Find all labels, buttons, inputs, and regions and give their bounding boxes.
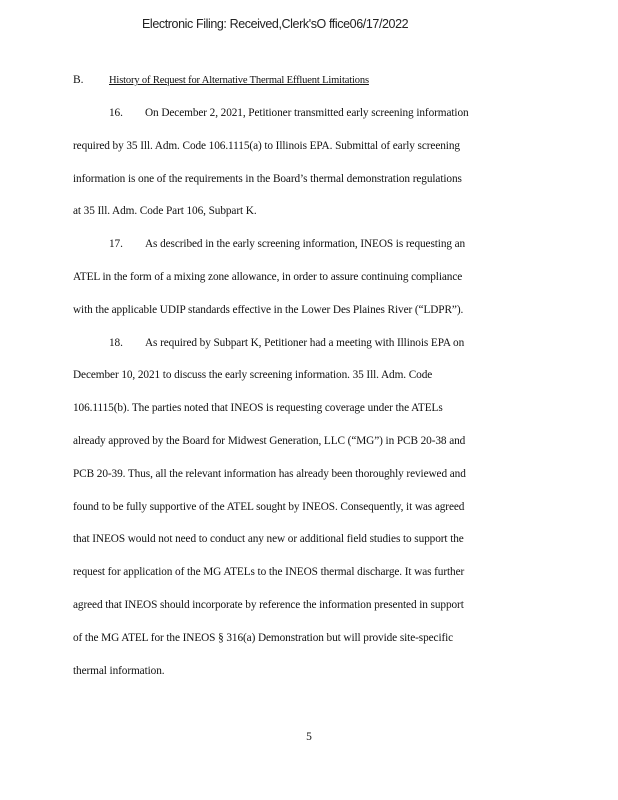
paragraph-line: that INEOS would not need to conduct any new or additional field studies to support the: [73, 533, 464, 546]
section-letter: B.: [73, 74, 84, 86]
section-title: History of Request for Alternative Thermal Effluent Limitations: [109, 75, 369, 86]
paragraph-text: On December 2, 2021, Petitioner transmitted early screening information: [145, 107, 469, 119]
paragraph-18-first-line: [73, 327, 523, 360]
paragraph-line: information is one of the requirements in the Board’s thermal demonstration regulations: [73, 172, 462, 185]
paragraph-line: with the applicable UDIP standards effective in the Lower Des Plaines River (“LDPR”).: [73, 303, 464, 316]
paragraph-line: required by 35 Ill. Adm. Code 106.1115(a) to Illinois EPA. Submittal of early screening: [73, 139, 460, 152]
paragraph-line: agreed that INEOS should incorporate by reference the information presented in support: [73, 598, 464, 611]
paragraph-line: PCB 20-39. Thus, all the relevant information has already been thoroughly reviewed and: [73, 467, 466, 480]
paragraph-line: 106.1115(b). The parties noted that INEOS is requesting coverage under the ATELs: [73, 402, 443, 415]
paragraph-number: 16.: [109, 107, 123, 119]
document-body: [73, 97, 523, 687]
paragraph-16-first-line: [73, 97, 523, 130]
paragraph-line: December 10, 2021 to discuss the early screening information. 35 Ill. Adm. Code: [73, 369, 433, 382]
paragraph-line: ATEL in the form of a mixing zone allowance, in order to assure continuing compliance: [73, 270, 463, 283]
paragraph-line: found to be fully supportive of the ATEL sought by INEOS. Consequently, it was agreed: [73, 500, 465, 513]
paragraph-line: already approved by the Board for Midwest Generation, LLC (“MG”) in PCB 20-38 and: [73, 434, 466, 447]
paragraph-text: As required by Subpart K, Petitioner had a meeting with Illinois EPA on: [145, 336, 465, 349]
page-number: 5: [306, 731, 312, 743]
paragraph-line: at 35 Ill. Adm. Code Part 106, Subpart K.: [73, 205, 257, 218]
paragraph-line: of the MG ATEL for the INEOS § 316(a) Demonstration but will provide site-specific: [73, 631, 454, 644]
paragraph-17-first-line: [73, 228, 523, 261]
electronic-filing-stamp: Electronic Filing: Received,Clerk'sO ffice06/17/2022: [142, 17, 409, 31]
paragraph-text: As described in the early screening information, INEOS is requesting an: [145, 238, 466, 251]
paragraph-number: 18.: [109, 336, 123, 349]
section-heading: [73, 74, 461, 86]
paragraph-line: request for application of the MG ATELs to the INEOS thermal discharge. It was further: [73, 566, 465, 579]
paragraph-number: 17.: [109, 238, 123, 251]
paragraph-line: thermal information.: [73, 664, 165, 677]
